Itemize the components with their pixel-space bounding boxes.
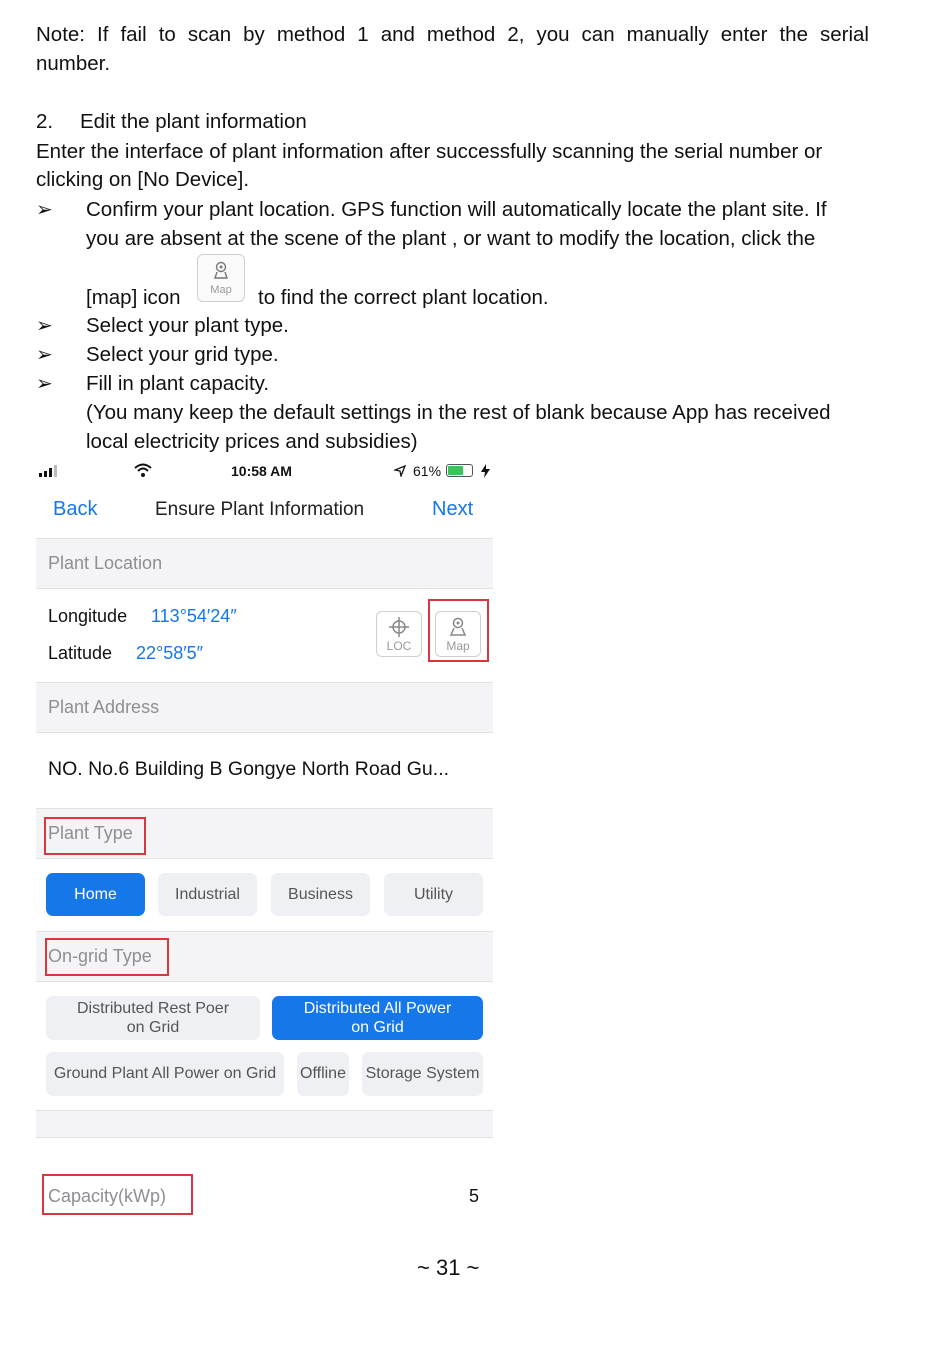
plant-type-home[interactable]: Home: [46, 873, 145, 916]
map-pin-icon: [213, 261, 229, 281]
bullet-4-note-line-2: local electricity prices and subsidies): [86, 430, 418, 453]
longitude-value: 113°54′24″: [151, 606, 237, 626]
plant-address-value[interactable]: NO. No.6 Building B Gongye North Road Gu...: [48, 758, 450, 780]
capacity-value[interactable]: 5: [469, 1186, 480, 1206]
highlight-capacity: [42, 1174, 193, 1215]
grid-type-distributed-rest-line-1: Distributed Rest Poer: [76, 1000, 230, 1017]
highlight-map-button: [428, 599, 489, 662]
battery-icon: [446, 464, 473, 477]
wifi-icon: [133, 463, 153, 478]
bullet-1-line-3-post: to find the correct plant location.: [258, 286, 549, 309]
note-line-1: Note: If fail to scan by method 1 and method 2, you can manually enter the serial: [36, 23, 869, 46]
highlight-grid-type: [45, 938, 169, 976]
step-intro-line-2: clicking on [No Device].: [36, 168, 250, 191]
plant-type-utility[interactable]: Utility: [384, 873, 483, 916]
screen-title: Ensure Plant Information: [155, 499, 365, 520]
plant-type-industrial[interactable]: Industrial: [158, 873, 257, 916]
grid-type-distributed-all[interactable]: [272, 996, 483, 1040]
bullet-1-line-2: you are absent at the scene of the plant , or want to modify the location, click the: [86, 227, 816, 250]
crosshair-icon: [389, 617, 409, 637]
bullet-2: Select your plant type.: [86, 314, 289, 337]
status-time: 10:58 AM: [231, 463, 292, 479]
bullet-arrow-icon: ➢: [36, 344, 53, 366]
grid-type-storage-system[interactable]: Storage System: [362, 1052, 483, 1096]
page-number: ~ 31 ~: [417, 1255, 480, 1280]
step-title: Edit the plant information: [80, 110, 307, 133]
section-plant-type-label: Plant Type: [48, 823, 133, 843]
section-plant-location-label: Plant Location: [48, 553, 163, 573]
app-screenshot: [36, 458, 493, 1238]
latitude-value: 22°58′5″: [136, 643, 203, 663]
section-spacer: [36, 1110, 493, 1138]
map-icon: [197, 254, 245, 302]
status-bar: [36, 458, 493, 486]
charging-bolt-icon: [481, 464, 490, 478]
step-intro-line-1: Enter the interface of plant information after successfully scanning the serial number or: [36, 140, 823, 163]
highlight-plant-type: [44, 817, 146, 855]
battery-percent: 61%: [413, 463, 442, 479]
note-line-2: number.: [36, 52, 111, 75]
grid-type-ground-plant[interactable]: Ground Plant All Power on Grid: [46, 1052, 284, 1096]
loc-button-label: LOC: [386, 639, 412, 653]
bullet-3: Select your grid type.: [86, 343, 279, 366]
plant-type-business[interactable]: Business: [271, 873, 370, 916]
back-button[interactable]: Back: [53, 498, 98, 520]
section-plant-address: [36, 682, 493, 733]
grid-type-distributed-rest[interactable]: [46, 996, 260, 1040]
bullet-4: Fill in plant capacity.: [86, 372, 270, 395]
map-icon-label: Map: [210, 284, 232, 296]
map-button-label: Map: [446, 639, 470, 653]
bullet-arrow-icon: ➢: [36, 373, 53, 395]
signal-icon: [39, 465, 61, 477]
capacity-label: Capacity(kWp): [48, 1186, 167, 1206]
loc-button[interactable]: [376, 611, 422, 657]
grid-type-distributed-all-line-1: Distributed All Power: [303, 1000, 452, 1017]
navigation-bar: [36, 486, 493, 538]
bullet-arrow-icon: ➢: [36, 199, 53, 221]
latitude-label: Latitude: [48, 643, 113, 663]
grid-type-distributed-all-line-2: on Grid: [351, 1019, 404, 1036]
bullet-arrow-icon: ➢: [36, 315, 53, 337]
grid-type-offline[interactable]: Offline: [297, 1052, 349, 1096]
section-grid-type-label: On-grid Type: [48, 946, 152, 966]
step-number: 2.: [36, 110, 54, 133]
section-plant-location: [36, 538, 493, 589]
location-arrow-icon: [394, 465, 406, 477]
bullet-1-line-3-pre: [map] icon: [86, 286, 181, 309]
next-button[interactable]: Next: [432, 498, 474, 520]
bullet-4-note-line-1: (You many keep the default settings in the rest of blank because App has received: [86, 401, 831, 424]
grid-type-distributed-rest-line-2: on Grid: [126, 1019, 180, 1036]
bullet-1-line-1: Confirm your plant location. GPS function will automatically locate the plant site. If: [86, 198, 827, 221]
longitude-label: Longitude: [48, 606, 128, 626]
section-plant-address-label: Plant Address: [48, 697, 160, 717]
